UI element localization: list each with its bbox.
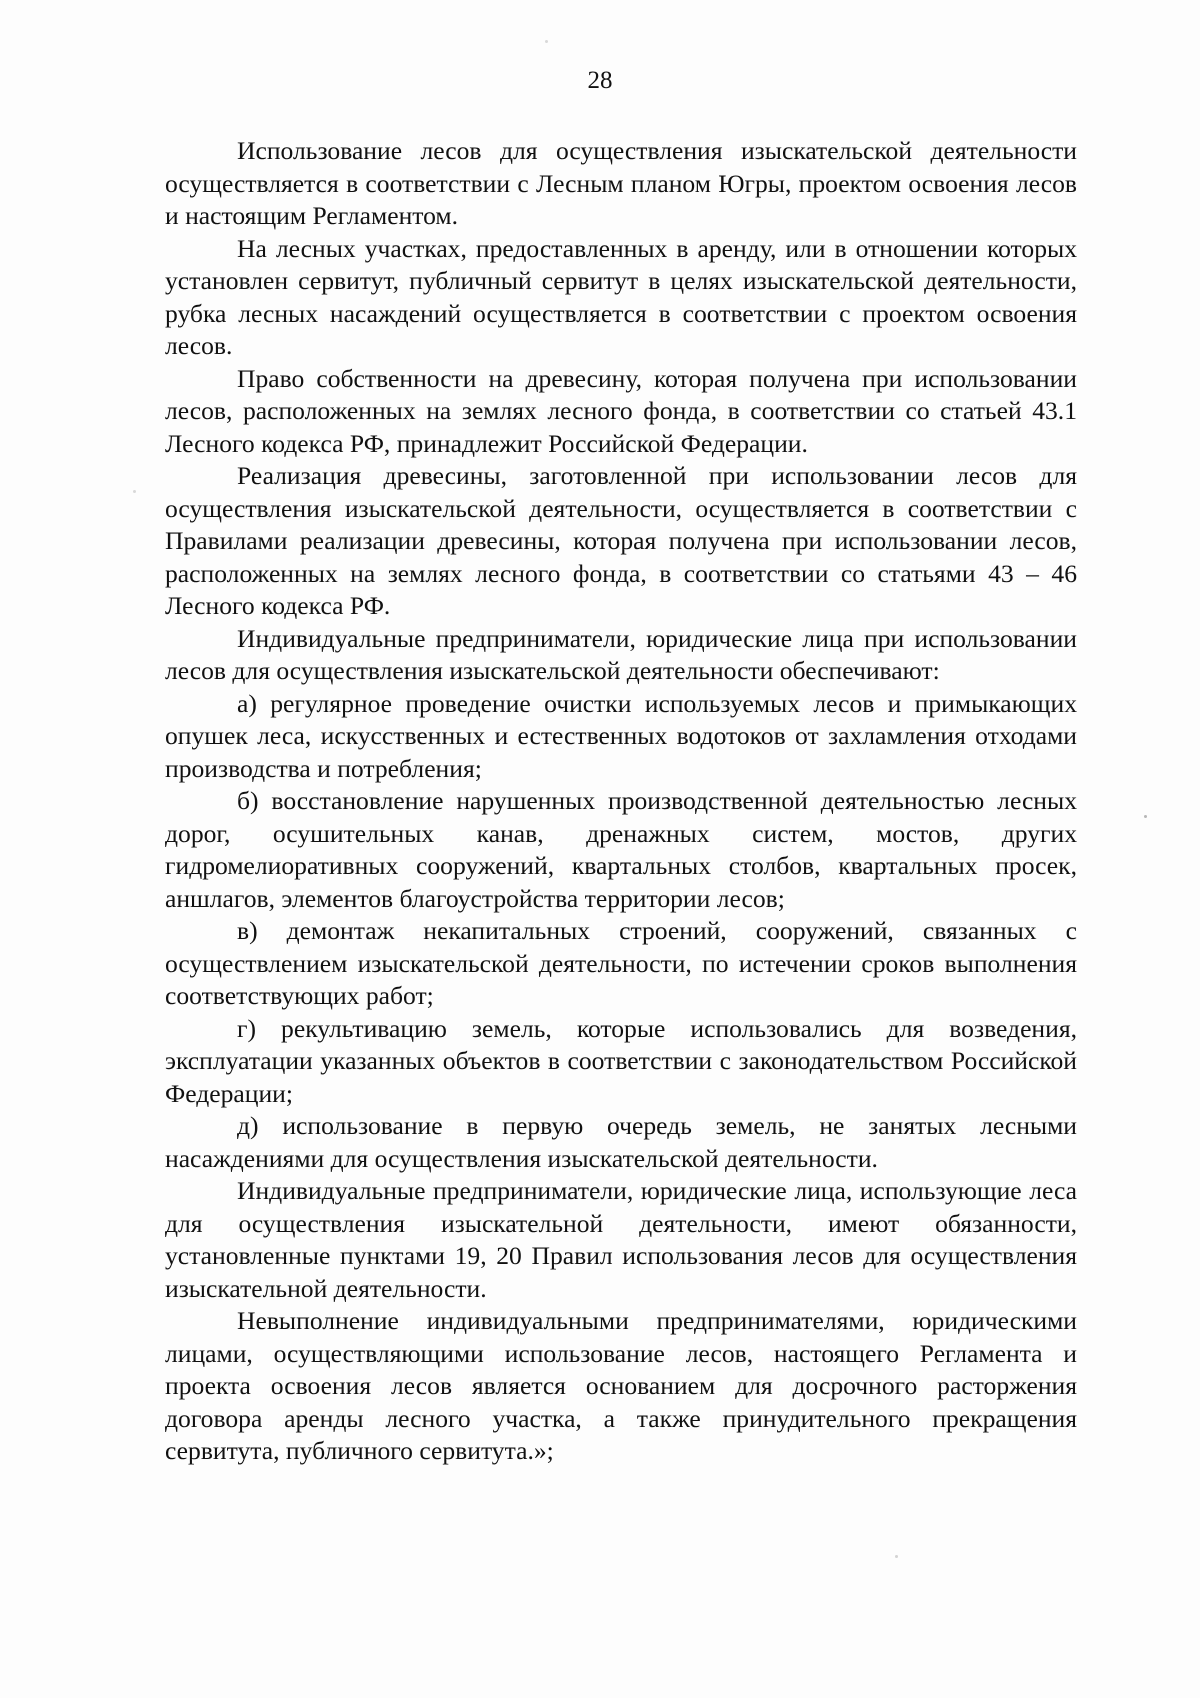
list-item-d: д) использование в первую очередь земель, не занятых лесными насаждениями для осуществления изыскательской деятельности. — [165, 1111, 1077, 1173]
paragraph-duties: Индивидуальные предприниматели, юридические лица, использующие леса для осуществления изыскательной деятельности, имеют обязанности, установленные пунктами 19, 20 Правил использования лесов для осуществления изыскательной деятельности. — [165, 1176, 1077, 1303]
scan-speck — [133, 490, 136, 493]
scan-speck — [1144, 815, 1147, 818]
document-body — [165, 135, 1077, 1468]
scan-speck — [545, 40, 548, 43]
scan-speck — [895, 1555, 898, 1558]
list-item-g: г) рекультивацию земель, которые использовались для возведения, эксплуатации указанных объектов в соответствии с законодательством Российской Федерации; — [165, 1013, 1077, 1108]
paragraph-sale-of-wood: Реализация древесины, заготовленной при использовании лесов для осуществления изыскательской деятельности, осуществляется в соответствии с Правилами реализации древесины, которая получена при использовании лесов, расположенных на землях лесного фонда, в соответствии со статьями 43 – 46 Лесного кодекса РФ. — [165, 461, 1077, 620]
page-number: 28 — [587, 67, 613, 94]
paragraph-obligations-intro: Индивидуальные предприниматели, юридические лица при использовании лесов для осуществления изыскательской деятельности обеспечивают: — [165, 623, 1077, 685]
paragraph-use-of-forests: Использование лесов для осуществления изыскательской деятельности осуществляется в соответствии с Лесным планом Югры, проектом освоения лесов и настоящим Регламентом. — [165, 136, 1077, 230]
list-item-v: в) демонтаж некапитальных строений, сооружений, связанных с осуществлением изыскательской деятельности, по истечении сроков выполнения соответствующих работ; — [165, 916, 1077, 1010]
paragraph-ownership-of-wood: Право собственности на древесину, которая получена при использовании лесов, расположенных на землях лесного фонда, в соответствии со статьей 43.1 Лесного кодекса РФ, принадлежит Российской Федерации. — [165, 363, 1077, 458]
list-item-b: б) восстановление нарушенных производственной деятельностью лесных дорог, осушительных канав, дренажных систем, мостов, других гидромелиоративных сооружений, квартальных столбов, квартальных просек, аншлагов, элементов благоустройства территории лесов; — [165, 786, 1077, 913]
list-item-a: а) регулярное проведение очистки используемых лесов и примыкающих опушек леса, искусственных и естественных водотоков от захламления отходами производства и потребления; — [165, 688, 1077, 783]
paragraph-non-compliance: Невыполнение индивидуальными предпринимателями, юридическими лицами, осуществляющими использование лесов, настоящего Регламента и проекта освоения лесов является основанием для досрочного расторжения договора аренды лесного участка, а также принудительного прекращения сервитута, публичного сервитута.»; — [165, 1306, 1077, 1465]
paragraph-leased-plots: На лесных участках, предоставленных в аренду, или в отношении которых установлен сервитут, публичный сервитут в целях изыскательской деятельности, рубка лесных насаждений осуществляется в соответствии с проектом освоения лесов. — [165, 233, 1077, 360]
